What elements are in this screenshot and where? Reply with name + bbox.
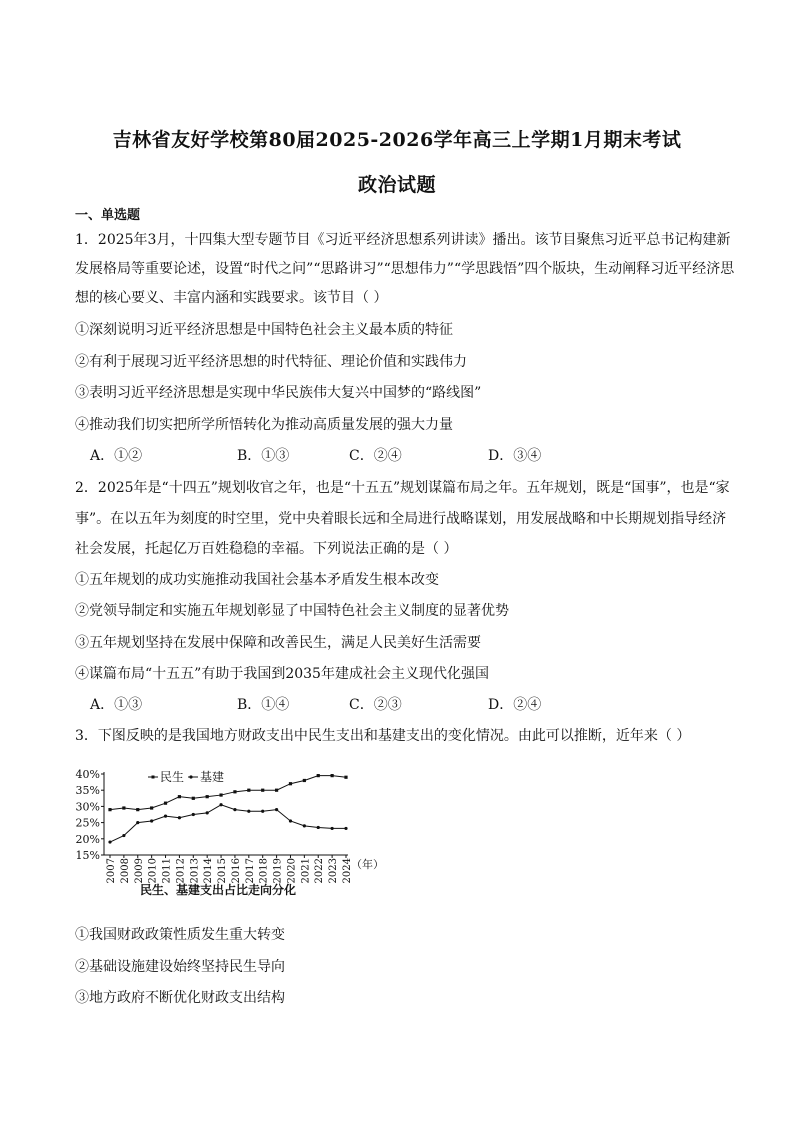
- y-tick-label: 20%: [75, 832, 100, 846]
- chart-caption: 民生、基建支出占比走向分化: [140, 883, 297, 897]
- data-point-minsheng: [164, 802, 167, 805]
- question-2-stem-line-1: 2．2025年是“十四五”规划收官之年，也是“十五五”规划谋篇布局之年。五年规划，既是“国事”，也是“家: [75, 480, 730, 496]
- data-point-jijian: [150, 819, 153, 822]
- data-point-jijian: [206, 811, 209, 814]
- data-point-jijian: [136, 821, 139, 824]
- x-tick-label: 2020: [286, 858, 298, 884]
- chart-series: [108, 774, 347, 844]
- question-2-item-3: ③五年规划坚持在发展中保障和改善民生，满足人民美好生活需要: [75, 635, 481, 651]
- data-point-jijian: [247, 810, 250, 813]
- question-2-item-2: ②党领导制定和实施五年规划彰显了中国特色社会主义制度的显著优势: [75, 603, 509, 619]
- question-2-item-4: ④谋篇布局“十五五”有助于我国到2035年建成社会主义现代化强国: [75, 666, 489, 682]
- y-tick-label: 35%: [75, 784, 100, 798]
- data-point-minsheng: [247, 789, 250, 792]
- question-3-stem-line-1: 3．下图反映的是我国地方财政支出中民生支出和基建支出的变化情况。由此可以推断，近年来（ ）: [75, 728, 691, 744]
- data-point-minsheng: [150, 806, 153, 809]
- chart-axes: [104, 772, 348, 855]
- question-3-item-1: ①我国财政政策性质发生重大转变: [75, 927, 285, 943]
- x-tick-label: 2008: [119, 858, 131, 884]
- x-tick-label: 2013: [189, 858, 201, 884]
- x-tick-label: 2022: [314, 858, 326, 884]
- chart-x-tick-labels: [106, 855, 353, 883]
- question-3-item-3: ③地方政府不断优化财政支出结构: [75, 990, 285, 1006]
- data-point-minsheng: [122, 806, 125, 809]
- data-point-jijian: [303, 824, 306, 827]
- data-point-minsheng: [136, 808, 139, 811]
- section-heading: 一、单选题: [75, 208, 141, 223]
- exam-subtitle: 政治试题: [357, 174, 436, 196]
- data-point-jijian: [344, 827, 347, 830]
- chart-x-unit: （年）: [351, 858, 384, 871]
- x-tick-label: 2017: [244, 858, 256, 884]
- x-tick-label: 2012: [175, 858, 187, 884]
- x-tick-label: 2021: [300, 858, 312, 884]
- data-point-minsheng: [108, 808, 111, 811]
- question-3-item-2: ②基础设施建设始终坚持民生导向: [75, 959, 285, 975]
- x-tick-label: 2010: [147, 858, 159, 884]
- data-point-minsheng: [206, 795, 209, 798]
- chart-y-tick-labels: [76, 768, 104, 862]
- question-2-option-b[interactable]: B．①④: [237, 697, 290, 713]
- data-point-minsheng: [289, 782, 292, 785]
- y-tick-label: 30%: [75, 800, 100, 814]
- question-2-item-1: ①五年规划的成功实施推动我国社会基本矛盾发生根本改变: [75, 572, 439, 588]
- data-point-jijian: [219, 803, 222, 806]
- question-1-option-a[interactable]: A．①②: [90, 448, 143, 464]
- data-point-minsheng: [233, 790, 236, 793]
- data-point-minsheng: [261, 789, 264, 792]
- question-1-stem-line-3: 想的核心要义、丰富内涵和实践要求。该节目（ ）: [75, 290, 388, 306]
- data-point-jijian: [108, 840, 111, 843]
- data-point-jijian: [164, 815, 167, 818]
- y-tick-label: 15%: [75, 849, 100, 862]
- x-tick-label: 2015: [217, 858, 229, 884]
- x-tick-label: 2024: [342, 858, 353, 884]
- series-line-jijian: [110, 805, 346, 842]
- legend-label-minsheng: 民生: [160, 770, 185, 784]
- data-point-jijian: [331, 827, 334, 830]
- data-point-jijian: [317, 826, 320, 829]
- expenditure-line-chart: [72, 764, 402, 904]
- x-tick-label: 2019: [272, 858, 284, 884]
- question-1-item-1: ①深刻说明习近平经济思想是中国特色社会主义最本质的特征: [75, 322, 453, 338]
- question-1-item-2: ②有利于展现习近平经济思想的时代特征、理论价值和实践伟力: [75, 354, 467, 370]
- question-2-option-d[interactable]: D．②④: [488, 697, 542, 713]
- x-tick-label: 2011: [161, 858, 173, 884]
- data-point-jijian: [178, 816, 181, 819]
- legend-marker-minsheng: [152, 776, 155, 779]
- chart-legend: [148, 769, 224, 784]
- data-point-jijian: [122, 834, 125, 837]
- data-point-jijian: [261, 810, 264, 813]
- x-tick-label: 2009: [133, 858, 145, 884]
- question-1-option-d[interactable]: D．③④: [488, 448, 542, 464]
- question-2-stem-line-2: 事”。在以五年为刻度的时空里，党中央着眼长远和全局进行战略谋划，用发展战略和中长期规划指导经济: [75, 511, 727, 527]
- data-point-minsheng: [317, 774, 320, 777]
- data-point-jijian: [275, 808, 278, 811]
- legend-marker-jijian: [189, 775, 192, 778]
- data-point-jijian: [192, 813, 195, 816]
- x-tick-label: 2007: [106, 858, 117, 884]
- x-tick-label: 2018: [258, 858, 270, 884]
- question-1-item-3: ③表明习近平经济思想是实现中华民族伟大复兴中国梦的“路线图”: [75, 385, 482, 401]
- question-1-stem-line-1: 1．2025年3月，十四集大型专题节目《习近平经济思想系列讲读》播出。该节目聚焦习近平总书记构建新: [75, 232, 731, 248]
- y-tick-label: 40%: [75, 768, 100, 781]
- question-2-option-c[interactable]: C．②③: [349, 697, 402, 713]
- data-point-minsheng: [275, 789, 278, 792]
- series-line-minsheng: [110, 776, 346, 810]
- question-1-option-b[interactable]: B．①③: [237, 448, 290, 464]
- exam-title: 吉林省友好学校第80届2025-2026学年高三上学期1月期末考试: [112, 129, 682, 151]
- question-2-stem-line-3: 社会发展，托起亿万百姓稳稳的幸福。下列说法正确的是（ ）: [75, 541, 458, 557]
- data-point-jijian: [289, 819, 292, 822]
- data-point-minsheng: [303, 779, 306, 782]
- x-tick-label: 2016: [230, 858, 242, 884]
- data-point-minsheng: [178, 795, 181, 798]
- data-point-minsheng: [344, 776, 347, 779]
- question-1-option-c[interactable]: C．②④: [349, 448, 402, 464]
- x-tick-label: 2014: [203, 858, 215, 884]
- data-point-minsheng: [331, 774, 334, 777]
- question-2-option-a[interactable]: A．①③: [90, 697, 143, 713]
- y-tick-label: 25%: [75, 816, 100, 830]
- question-1-item-4: ④推动我们切实把所学所悟转化为推动高质量发展的强大力量: [75, 417, 453, 433]
- data-point-minsheng: [192, 797, 195, 800]
- data-point-minsheng: [219, 793, 222, 796]
- x-tick-label: 2023: [328, 858, 340, 884]
- question-1-stem-line-2: 发展格局等重要论述，设置“时代之问”“思路讲习”“思想伟力”“学思践悟”四个版块，生动阐释习近平经济思: [75, 261, 735, 277]
- data-point-jijian: [233, 808, 236, 811]
- legend-label-jijian: 基建: [200, 770, 225, 784]
